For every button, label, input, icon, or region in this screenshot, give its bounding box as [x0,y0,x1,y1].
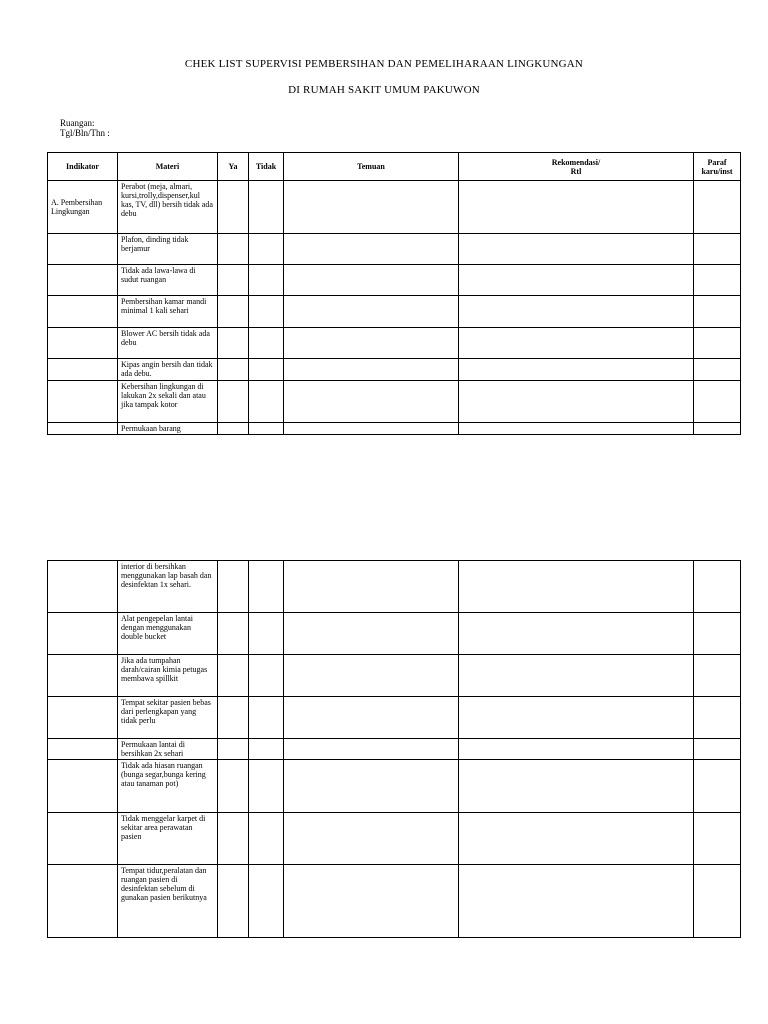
cell-rekomendasi[interactable] [459,359,694,381]
table-row [48,865,741,938]
cell-materi: Tidak ada lawa-lawa di sudut ruangan [118,265,218,296]
table-row [48,423,741,435]
table-row [48,561,741,613]
cell-rekomendasi[interactable] [459,655,694,697]
table-row [48,328,741,359]
cell-indikator [48,359,118,381]
cell-materi: Plafon, dinding tidak berjamur [118,234,218,265]
cell-indikator: A. Pembersihan Lingkungan [48,181,118,234]
cell-temuan[interactable] [284,613,459,655]
header-rekomendasi-line2: Rtl [570,166,582,176]
cell-tidak[interactable] [249,181,284,234]
cell-rekomendasi[interactable] [459,423,694,435]
header-rekomendasi [459,153,694,181]
table-header-row [48,153,741,181]
cell-paraf[interactable] [694,296,741,328]
cell-ya[interactable] [218,739,249,760]
cell-paraf[interactable] [694,739,741,760]
cell-indikator [48,423,118,435]
cell-ya[interactable] [218,865,249,938]
cell-temuan[interactable] [284,561,459,613]
table-row [48,760,741,813]
cell-tidak[interactable] [249,423,284,435]
document-title-line1: CHEK LIST SUPERVISI PEMBERSIHAN DAN PEMELIHARAAN LINGKUNGAN [184,58,584,70]
cell-rekomendasi[interactable] [459,739,694,760]
cell-materi: Kipas angin bersih dan tidak ada debu. [118,359,218,381]
cell-ya[interactable] [218,328,249,359]
cell-rekomendasi[interactable] [459,181,694,234]
table-row [48,813,741,865]
cell-materi: Tempat sekitar pasien bebas dari perlengkapan yang tidak perlu [118,697,218,739]
table-row [48,296,741,328]
cell-paraf[interactable] [694,813,741,865]
cell-tidak[interactable] [249,813,284,865]
cell-temuan[interactable] [284,423,459,435]
cell-paraf[interactable] [694,359,741,381]
cell-ya[interactable] [218,359,249,381]
cell-tidak[interactable] [249,296,284,328]
cell-rekomendasi[interactable] [459,760,694,813]
cell-indikator [48,561,118,613]
cell-indikator [48,760,118,813]
table-row [48,181,741,234]
cell-materi: Permukaan barang [118,423,218,435]
cell-rekomendasi[interactable] [459,265,694,296]
cell-ya[interactable] [218,813,249,865]
cell-ya[interactable] [218,697,249,739]
cell-temuan[interactable] [284,697,459,739]
cell-ya[interactable] [218,181,249,234]
cell-paraf[interactable] [694,760,741,813]
cell-ya[interactable] [218,760,249,813]
cell-temuan[interactable] [284,865,459,938]
cell-materi: Tidak ada hiasan ruangan (bunga segar,bunga kering atau tanaman pot) [118,760,218,813]
cell-materi: Permukaan lantai di bersihkan 2x sehari [118,739,218,760]
cell-temuan[interactable] [284,328,459,359]
header-rekomendasi-line1: Rekomendasi/ [551,157,601,167]
header-ya: Ya [218,153,249,181]
cell-indikator [48,655,118,697]
cell-materi: Pembersihan kamar mandi minimal 1 kali sehari [118,296,218,328]
cell-materi: Tempat tidur,peralatan dan ruangan pasien di desinfektan sebelum di gunakan pasien berikutnya [118,865,218,938]
header-paraf-line2: karu/inst [701,166,733,176]
cell-materi: Alat pengepelan lantai dengan menggunakan double bucket [118,613,218,655]
checklist-table-page1 [47,152,741,435]
cell-ya[interactable] [218,234,249,265]
header-paraf-line1: Paraf [707,157,727,167]
ruangan-label: Ruangan: [60,118,95,128]
cell-temuan[interactable] [284,813,459,865]
cell-paraf[interactable] [694,655,741,697]
cell-paraf[interactable] [694,865,741,938]
tanggal-label: Tgl/Bln/Thn : [60,128,110,138]
cell-indikator [48,265,118,296]
cell-paraf[interactable] [694,381,741,423]
document-title-line2: DI RUMAH SAKIT UMUM PAKUWON [288,84,480,96]
cell-paraf[interactable] [694,234,741,265]
cell-ya[interactable] [218,423,249,435]
cell-indikator [48,613,118,655]
header-materi: Materi [118,153,218,181]
cell-tidak[interactable] [249,613,284,655]
cell-ya[interactable] [218,561,249,613]
table-row [48,359,741,381]
cell-materi: Perabot (meja, almari, kursi,trolly,dispenser,kul kas, TV, dll) bersih tidak ada debu [118,181,218,234]
cell-paraf[interactable] [694,181,741,234]
cell-tidak[interactable] [249,739,284,760]
cell-tidak[interactable] [249,561,284,613]
cell-indikator [48,813,118,865]
table-row [48,265,741,296]
cell-temuan[interactable] [284,739,459,760]
cell-indikator [48,234,118,265]
cell-temuan[interactable] [284,655,459,697]
cell-indikator [48,296,118,328]
cell-tidak[interactable] [249,265,284,296]
cell-indikator [48,328,118,359]
cell-temuan[interactable] [284,381,459,423]
cell-temuan[interactable] [284,359,459,381]
cell-temuan[interactable] [284,265,459,296]
cell-rekomendasi[interactable] [459,296,694,328]
cell-indikator [48,739,118,760]
cell-tidak[interactable] [249,655,284,697]
cell-rekomendasi[interactable] [459,813,694,865]
table-row [48,697,741,739]
cell-tidak[interactable] [249,865,284,938]
cell-ya[interactable] [218,296,249,328]
table-row [48,613,741,655]
cell-tidak[interactable] [249,234,284,265]
cell-indikator [48,865,118,938]
cell-temuan[interactable] [284,760,459,813]
cell-materi: interior di bersihkan menggunakan lap basah dan desinfektan 1x sehari. [118,561,218,613]
header-indikator: Indikator [48,153,118,181]
cell-rekomendasi[interactable] [459,697,694,739]
cell-paraf[interactable] [694,613,741,655]
cell-ya[interactable] [218,655,249,697]
header-temuan: Temuan [284,153,459,181]
table-row [48,234,741,265]
table-row [48,655,741,697]
cell-tidak[interactable] [249,381,284,423]
cell-ya[interactable] [218,613,249,655]
header-paraf [694,153,741,181]
cell-rekomendasi[interactable] [459,865,694,938]
cell-rekomendasi[interactable] [459,381,694,423]
cell-tidak[interactable] [249,359,284,381]
table-row [48,381,741,423]
cell-temuan[interactable] [284,234,459,265]
table-row [48,739,741,760]
cell-rekomendasi[interactable] [459,561,694,613]
cell-rekomendasi[interactable] [459,234,694,265]
cell-ya[interactable] [218,381,249,423]
cell-ya[interactable] [218,265,249,296]
cell-tidak[interactable] [249,328,284,359]
cell-rekomendasi[interactable] [459,328,694,359]
cell-materi: Blower AC bersih tidak ada debu [118,328,218,359]
cell-indikator [48,697,118,739]
header-tidak: Tidak [249,153,284,181]
cell-paraf[interactable] [694,697,741,739]
cell-temuan[interactable] [284,181,459,234]
cell-indikator [48,381,118,423]
cell-paraf[interactable] [694,423,741,435]
cell-tidak[interactable] [249,760,284,813]
cell-temuan[interactable] [284,296,459,328]
cell-materi: Kebersihan lingkungan di lakukan 2x sekali dan atau jika tampak kotor [118,381,218,423]
cell-materi: Jika ada tumpahan darah/cairan kimia petugas membawa spillkit [118,655,218,697]
cell-paraf[interactable] [694,561,741,613]
cell-rekomendasi[interactable] [459,613,694,655]
cell-paraf[interactable] [694,265,741,296]
checklist-table-page2 [47,560,741,938]
cell-tidak[interactable] [249,697,284,739]
cell-paraf[interactable] [694,328,741,359]
cell-materi: Tidak menggelar karpet di sekitar area perawatan pasien [118,813,218,865]
